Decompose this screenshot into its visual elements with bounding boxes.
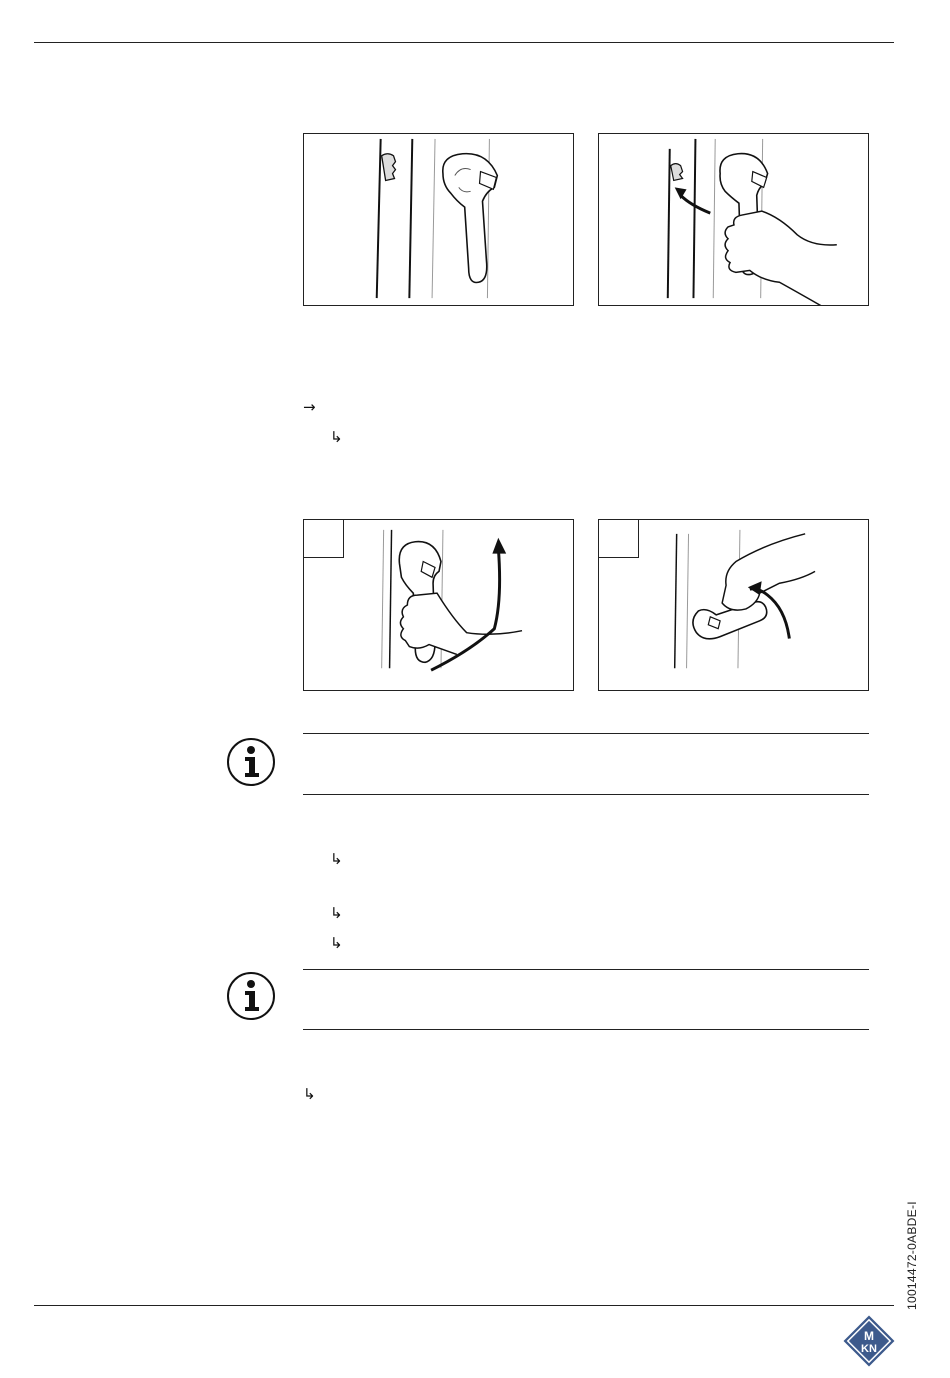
handle-closed-illustration	[304, 134, 573, 305]
document-id: 10014472-0ABDE-I	[905, 1201, 919, 1310]
figure-handle-grip	[598, 133, 869, 306]
info-icon	[226, 737, 276, 787]
result-arrow: ↳	[330, 904, 343, 922]
note-rule-top	[303, 969, 869, 970]
figure-handle-closed	[303, 133, 574, 306]
step-number-box	[304, 520, 344, 558]
step-arrow: →	[303, 398, 316, 416]
result-arrow: ↳	[330, 934, 343, 952]
result-arrow: ↳	[330, 850, 343, 868]
result-arrow: ↳	[330, 428, 343, 446]
footer-rule	[34, 1305, 894, 1306]
figure-handle-lift	[303, 519, 574, 691]
info-icon	[226, 971, 276, 1021]
note-rule-top	[303, 733, 869, 734]
handle-lift-illustration	[304, 520, 573, 690]
logo-text-top: M	[864, 1329, 874, 1343]
header-rule	[34, 42, 894, 43]
note-rule-bottom	[303, 1029, 869, 1030]
note-rule-bottom	[303, 794, 869, 795]
figure-handle-rotate	[598, 519, 869, 691]
mkn-logo	[843, 1315, 895, 1367]
handle-rotate-illustration	[599, 520, 868, 690]
logo-text-bottom: KN	[861, 1343, 877, 1355]
result-arrow: ↳	[303, 1085, 316, 1103]
step-number-box	[599, 520, 639, 558]
handle-grip-illustration	[599, 134, 868, 305]
